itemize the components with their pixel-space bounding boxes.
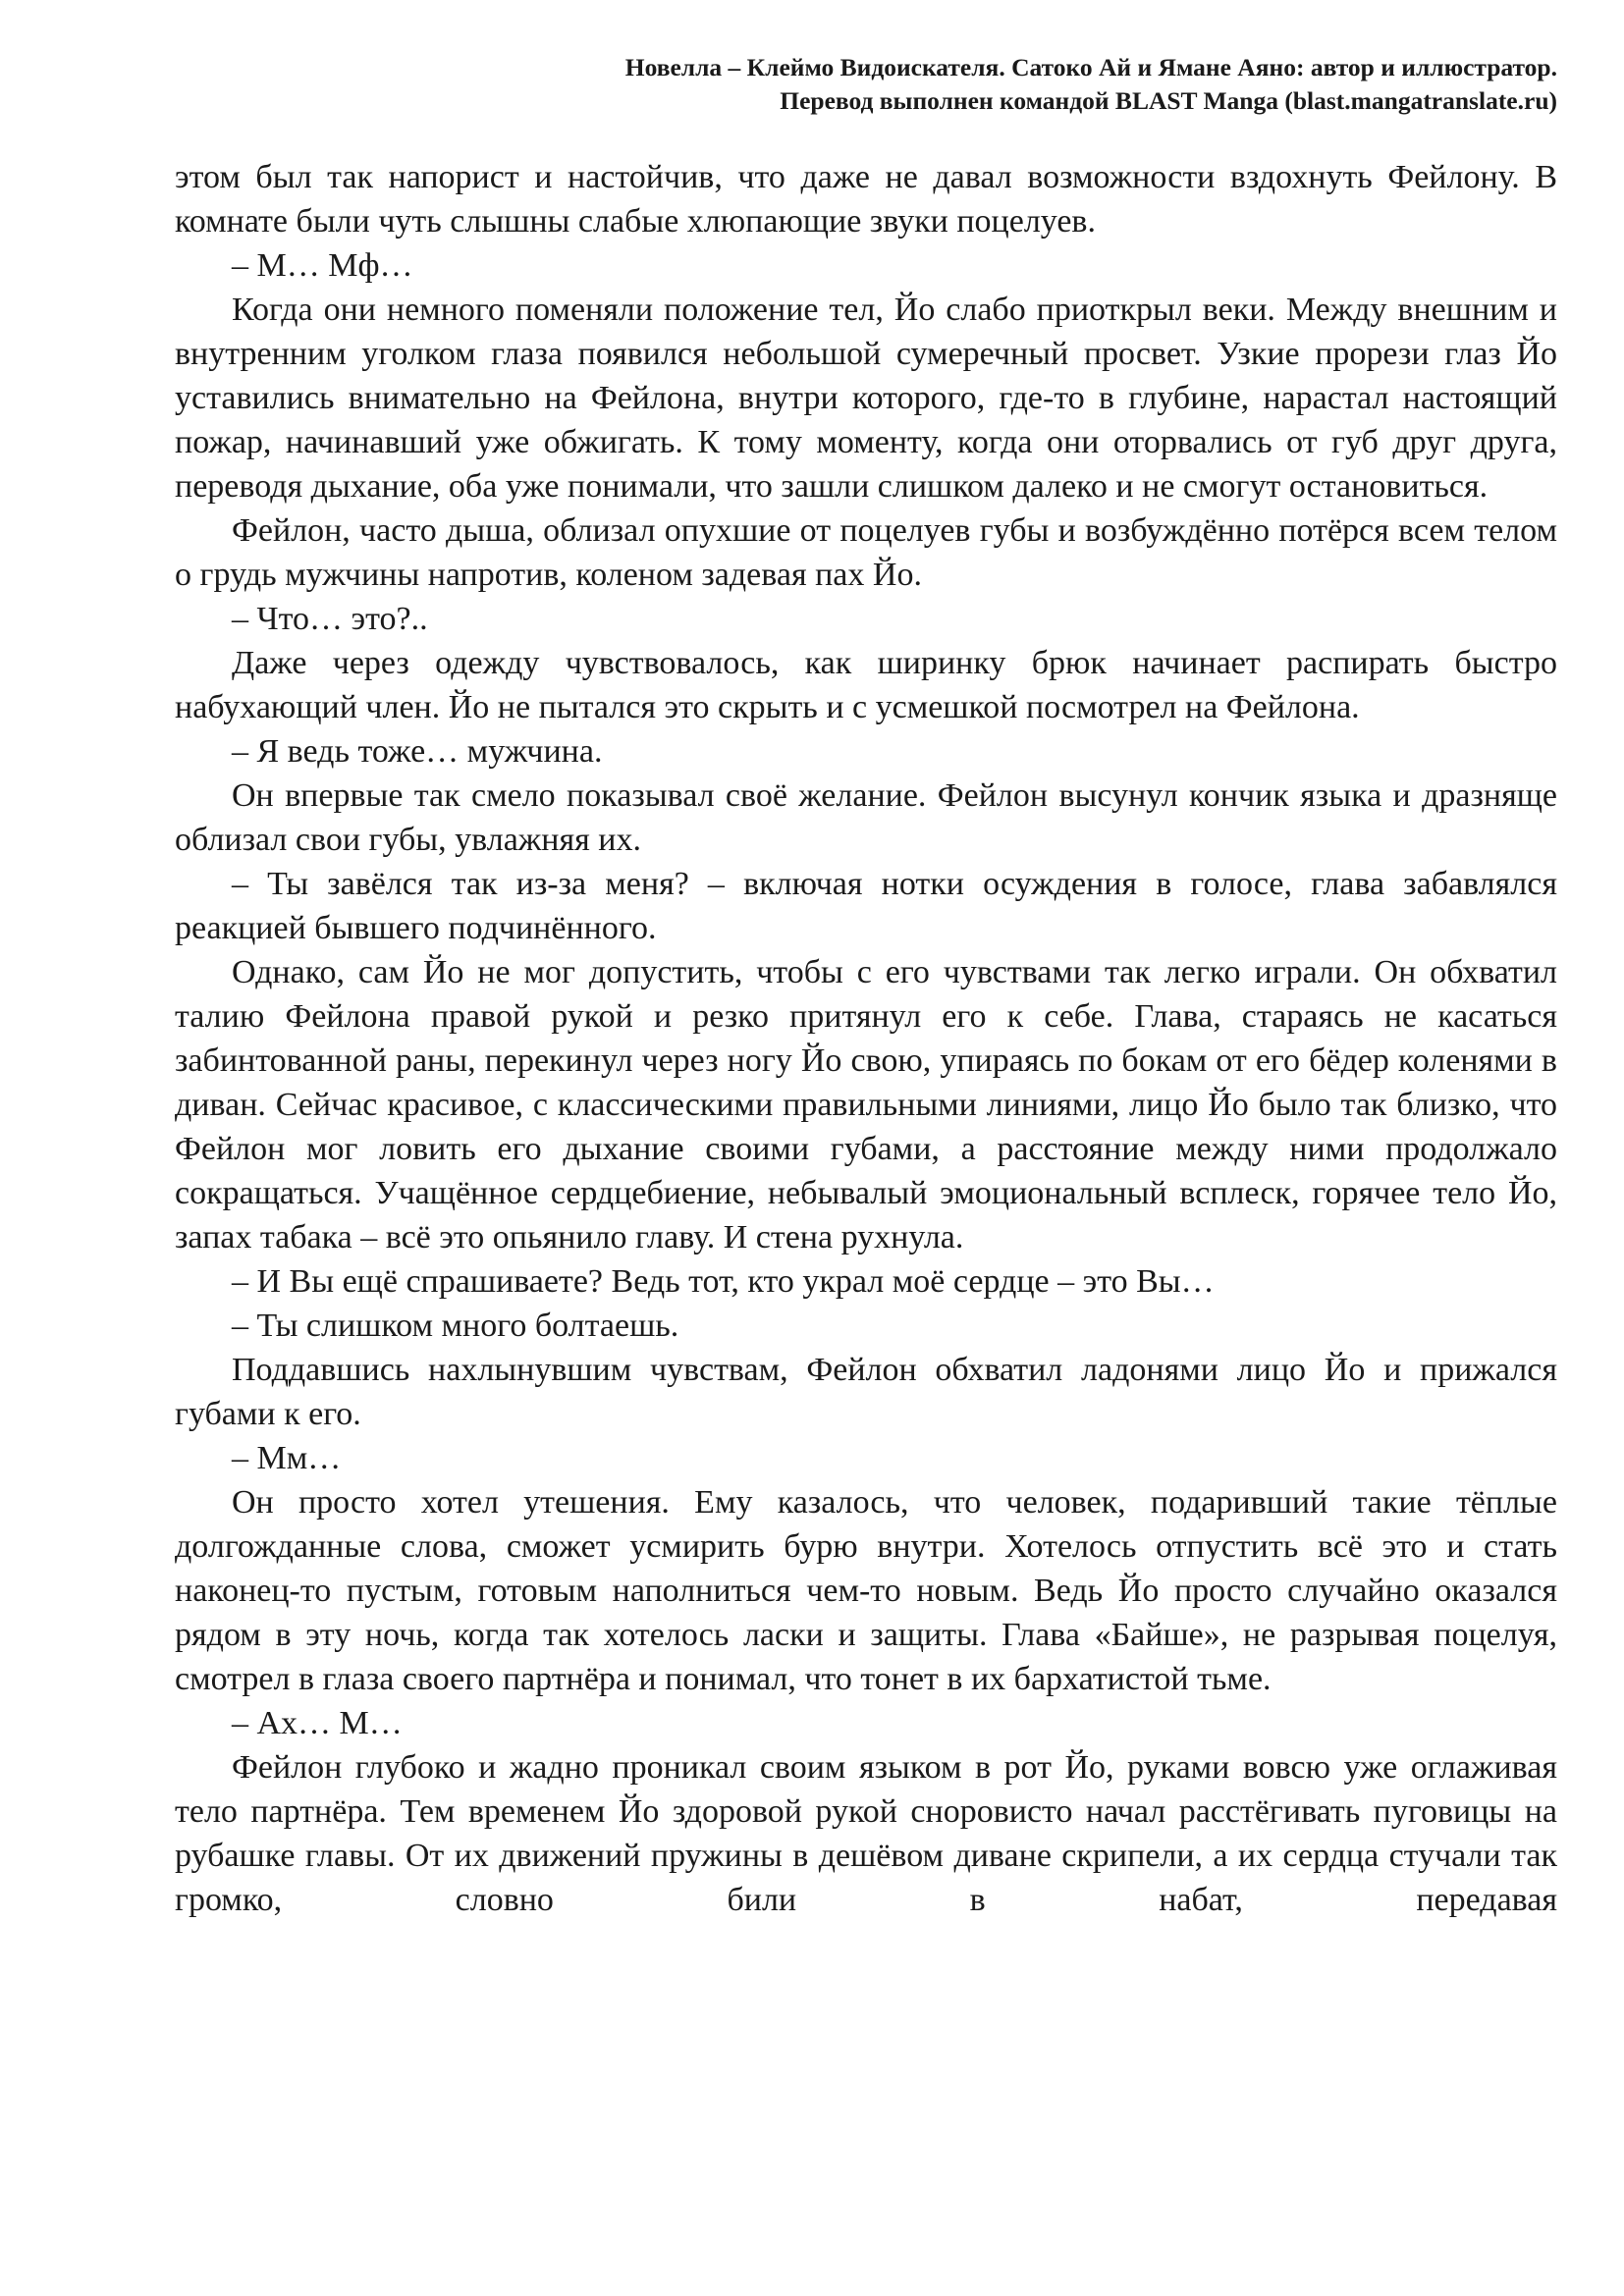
paragraph: Даже через одежду чувствовалось, как ширинку брюк начинает распирать быстро набухающий член. Йо не пытался это скрыть и с усмешкой посмотрел на Фейлона. (175, 645, 1557, 725)
header-line-credits: Перевод выполнен командой BLAST Manga (blast.mangatranslate.ru) (780, 86, 1557, 115)
paragraph: – Я ведь тоже… мужчина. (232, 733, 603, 770)
paragraph: Он впервые так смело показывал своё желание. Фейлон высунул кончик языка и дразняще облизал свои губы, увлажняя их. (175, 777, 1557, 858)
paragraph: Когда они немного поменяли положение тел, Йо слабо приоткрыл веки. Между внешним и внутренним уголком глаза появился небольшой сумеречный просвет. Узкие прорези глаз Йо уставились внимательно на Фейлона, внутри которого, где-то в глубине, нарастал настоящий пожар, начинавший уже обжигать. К тому моменту, когда они оторвались от губ друг друга, переводя дыхание, оба уже понимали, что зашли слишком далеко и не смогут остановиться. (175, 292, 1557, 505)
paragraph: Фейлон, часто дыша, облизал опухшие от поцелуев губы и возбуждённо потёрся всем телом о грудь мужчины напротив, коленом задевая пах Йо. (175, 512, 1557, 593)
paragraph: – И Вы ещё спрашиваете? Ведь тот, кто украл моё сердце – это Вы… (232, 1263, 1215, 1300)
paragraph: Поддавшись нахлынувшим чувствам, Фейлон обхватил ладонями лицо Йо и прижался губами к его. (175, 1352, 1557, 1432)
paragraph: Он просто хотел утешения. Ему казалось, что человек, подаривший такие тёплые долгожданные слова, сможет усмирить бурю внутри. Хотелось отпустить всё это и стать наконец-то пустым, готовым наполниться чем-то новым. Ведь Йо просто случайно оказался рядом в эту ночь, когда так хотелось ласки и защиты. Глава «Байше», не разрывая поцелуя, смотрел в глаза своего партнёра и понимал, что тонет в их бархатистой тьме. (175, 1484, 1557, 1697)
paragraph: – Ах… М… (232, 1705, 403, 1741)
paragraph: – Ты завёлся так из-за меня? – включая нотки осуждения в голосе, глава забавлялся реакцией бывшего подчинённого. (175, 866, 1557, 946)
page-header (183, 51, 1557, 118)
paragraph: Фейлон глубоко и жадно проникал своим языком в рот Йо, руками вовсю уже оглаживая тело партнёра. Тем временем Йо здоровой рукой сноровисто начал расстёгивать пуговицы на рубашке главы. От их движений пружины в дешёвом диване скрипели, а их сердца стучали так громко, словно били в набат, передавая (175, 1749, 1557, 1918)
paragraph: – Что… это?.. (232, 601, 428, 637)
paragraph: этом был так напорист и настойчив, что даже не давал возможности вздохнуть Фейлону. В комнате были чуть слышны слабые хлюпающие звуки поцелуев. (175, 159, 1557, 240)
body-text (175, 155, 1557, 1922)
header-line-title: Новелла – Клеймо Видоискателя. Сатоко Ай и Ямане Аяно: автор и иллюстратор. (624, 53, 1557, 81)
paragraph: – М… Мф… (232, 247, 413, 284)
paragraph: Однако, сам Йо не мог допустить, чтобы с его чувствами так легко играли. Он обхватил талию Фейлона правой рукой и резко притянул его к себе. Глава, стараясь не касаться забинтованной раны, перекинул через ногу Йо свою, упираясь по бокам от его бёдер коленями в диван. Сейчас красивое, с классическими правильными линиями, лицо Йо было так близко, что Фейлон мог ловить его дыхание своими губами, а расстояние между ними продолжало сокращаться. Учащённое сердцебиение, небывалый эмоциональный всплеск, горячее тело Йо, запах табака – всё это опьянило главу. И стена рухнула. (175, 954, 1557, 1255)
paragraph: – Мм… (232, 1440, 342, 1476)
paragraph: – Ты слишком много болтаешь. (232, 1308, 679, 1344)
